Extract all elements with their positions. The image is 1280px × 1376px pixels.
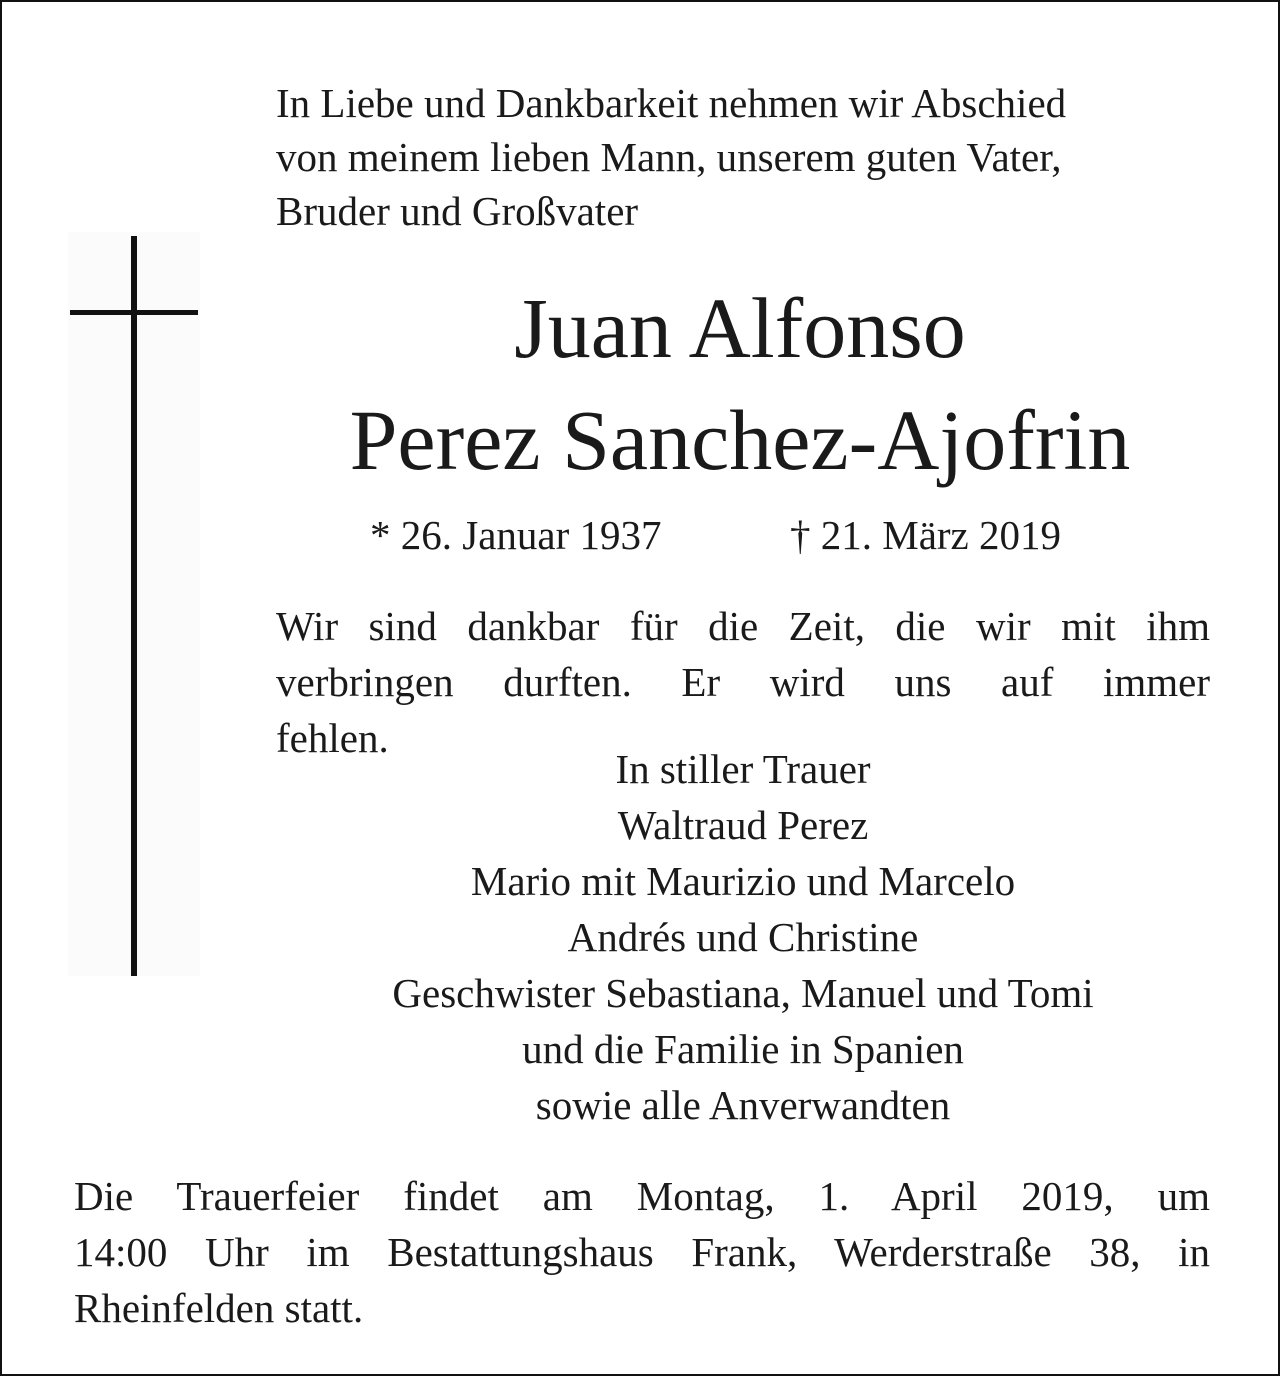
funeral-line: Die Trauerfeier findet am Montag, 1. April 2019, um — [74, 1173, 1210, 1219]
gratitude-line: fehlen. — [276, 715, 389, 761]
intro-line: Bruder und Großvater — [276, 188, 639, 234]
mourner-entry: und die Familie in Spanien — [522, 1026, 964, 1072]
birth-date: * 26. Januar 1937 — [370, 512, 662, 558]
mourner-entry: Geschwister Sebastiana, Manuel und Tomi — [392, 970, 1094, 1016]
intro-text — [276, 76, 1210, 238]
gratitude-line: Wir sind dankbar für die Zeit, die wir mit ihm — [276, 603, 1210, 649]
mourner-entry: Waltraud Perez — [617, 802, 869, 848]
intro-line: In Liebe und Dankbarkeit nehmen wir Abschied — [276, 80, 1067, 126]
mourners-heading: In stiller Trauer — [615, 746, 871, 792]
cross-icon — [131, 236, 137, 976]
death-date: † 21. März 2019 — [790, 512, 1062, 558]
deceased-name-last: Perez Sanchez-Ajofrin — [349, 392, 1131, 488]
funeral-line: Rheinfelden statt. — [74, 1285, 364, 1331]
funeral-notice — [74, 1168, 1210, 1336]
mourner-entry: Andrés und Christine — [567, 914, 919, 960]
gratitude-line: verbringen durften. Er wird uns auf immer — [276, 659, 1210, 705]
mourners-list — [276, 741, 1210, 1133]
cross-icon-crossbar — [70, 310, 198, 315]
mourner-entry: Mario mit Maurizio und Marcelo — [470, 858, 1016, 904]
deceased-name-first: Juan Alfonso — [514, 280, 966, 376]
intro-line: von meinem lieben Mann, unserem guten Vater, — [276, 134, 1062, 180]
mourner-entry: sowie alle Anverwandten — [535, 1082, 951, 1128]
funeral-line: 14:00 Uhr im Bestattungshaus Frank, Werderstraße 38, in — [74, 1229, 1210, 1275]
